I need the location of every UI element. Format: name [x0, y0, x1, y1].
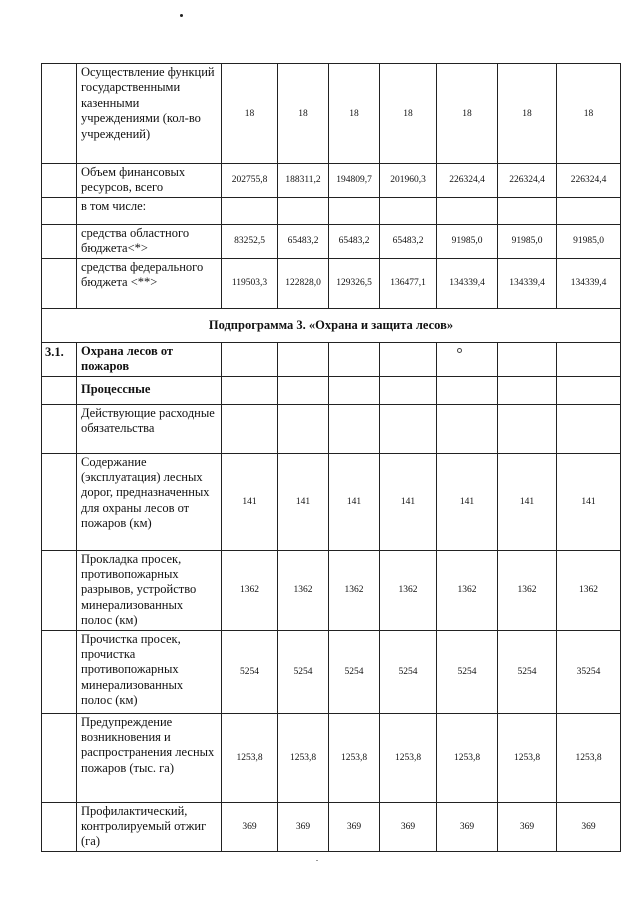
value-cell	[437, 197, 498, 224]
group-label: Процессные	[77, 376, 222, 404]
table-row	[42, 258, 621, 308]
table-row	[42, 550, 621, 630]
table-row	[42, 713, 621, 802]
value-cell: 5254	[437, 630, 498, 713]
value-cell	[222, 197, 278, 224]
value-cell: 1362	[278, 550, 329, 630]
value-cell: 188311,2	[278, 164, 329, 198]
value-cell: 1253,8	[380, 713, 437, 802]
table-row	[42, 197, 621, 224]
row-label: Профилактический, контролируемый отжиг (га)	[77, 802, 222, 851]
value-cell: 369	[437, 802, 498, 851]
table-row	[42, 453, 621, 550]
value-cell: 65483,2	[278, 224, 329, 258]
row-code-cell	[42, 802, 77, 851]
value-cell: 226324,4	[557, 164, 621, 198]
value-cell: 119503,3	[222, 258, 278, 308]
value-cell: 1362	[498, 550, 557, 630]
obligations-row	[42, 404, 621, 453]
row-label: Предупреждение возникновения и распространения лесных пожаров (тыс. га)	[77, 713, 222, 802]
row-label: Прокладка просек, противопожарных разрывов, устройство минерализованных полос (км)	[77, 550, 222, 630]
value-cell: 1362	[437, 550, 498, 630]
value-cell	[498, 197, 557, 224]
table-body-top	[42, 64, 621, 309]
row-code-cell	[42, 630, 77, 713]
table-row	[42, 224, 621, 258]
table-row	[42, 630, 621, 713]
row-label: Содержание (эксплуатация) лесных дорог, предназначенных для охраны лесов от пожаров (км)	[77, 453, 222, 550]
forest-program-table	[41, 63, 621, 852]
value-cell: 18	[380, 64, 437, 164]
value-cell: 194809,7	[329, 164, 380, 198]
value-cell: 141	[222, 453, 278, 550]
value-cell: 369	[498, 802, 557, 851]
value-cell: 5254	[329, 630, 380, 713]
value-cell: 1253,8	[437, 713, 498, 802]
row-label: Прочистка просек, прочистка противопожарных минерализованных полос (км)	[77, 630, 222, 713]
value-cell: 83252,5	[222, 224, 278, 258]
row-label: Осуществление функций государственными казенными учреждениями (кол-во учреждений)	[77, 64, 222, 164]
value-cell: 141	[278, 453, 329, 550]
value-cell: 141	[329, 453, 380, 550]
value-cell: 134339,4	[498, 258, 557, 308]
value-cell: 129326,5	[329, 258, 380, 308]
value-cell: 369	[557, 802, 621, 851]
value-cell	[329, 197, 380, 224]
value-cell: 5254	[498, 630, 557, 713]
subsection-row	[42, 342, 621, 376]
value-cell: 134339,4	[437, 258, 498, 308]
value-cell: 136477,1	[380, 258, 437, 308]
value-cell: 5254	[380, 630, 437, 713]
value-cell: 65483,2	[329, 224, 380, 258]
table-row	[42, 164, 621, 198]
section-row	[42, 308, 621, 342]
value-cell: 1362	[557, 550, 621, 630]
value-cell: 91985,0	[437, 224, 498, 258]
table-row	[42, 64, 621, 164]
section-title: Подпрограмма 3. «Охрана и защита лесов»	[42, 308, 621, 342]
value-cell	[557, 197, 621, 224]
value-cell: 65483,2	[380, 224, 437, 258]
value-cell: 369	[222, 802, 278, 851]
row-label: средства областного бюджета<*>	[77, 224, 222, 258]
row-code-cell	[42, 453, 77, 550]
value-cell: 1253,8	[222, 713, 278, 802]
row-label: Объем финансовых ресурсов, всего	[77, 164, 222, 198]
row-label: средства федерального бюджета <**>	[77, 258, 222, 308]
value-cell: 1253,8	[498, 713, 557, 802]
value-cell: 122828,0	[278, 258, 329, 308]
scan-mark	[316, 860, 318, 861]
row-code-cell	[42, 258, 77, 308]
value-cell: 134339,4	[557, 258, 621, 308]
value-cell: 141	[437, 453, 498, 550]
table-row	[42, 802, 621, 851]
value-cell: 18	[278, 64, 329, 164]
row-code-cell	[42, 197, 77, 224]
value-cell: 91985,0	[498, 224, 557, 258]
value-cell	[380, 197, 437, 224]
value-cell: 141	[557, 453, 621, 550]
subsection-code: 3.1.	[42, 342, 77, 376]
value-cell: 1362	[380, 550, 437, 630]
obligations-label: Действующие расходные обязательства	[77, 404, 222, 453]
value-cell: 141	[498, 453, 557, 550]
subsection-name: Охрана лесов от пожаров	[77, 342, 222, 376]
value-cell: 1362	[222, 550, 278, 630]
value-cell	[278, 197, 329, 224]
value-cell: 18	[437, 64, 498, 164]
value-cell: 91985,0	[557, 224, 621, 258]
value-cell: 369	[329, 802, 380, 851]
value-cell: 18	[329, 64, 380, 164]
value-cell: 226324,4	[437, 164, 498, 198]
table-body-bottom	[42, 453, 621, 851]
value-cell: 35254	[557, 630, 621, 713]
table-body-section	[42, 308, 621, 453]
value-cell: 5254	[278, 630, 329, 713]
scan-dot	[180, 14, 183, 17]
row-label: в том числе:	[77, 197, 222, 224]
row-code-cell	[42, 713, 77, 802]
row-code-cell	[42, 64, 77, 164]
group-row	[42, 376, 621, 404]
value-cell: 202755,8	[222, 164, 278, 198]
value-cell: 1253,8	[557, 713, 621, 802]
value-cell: 369	[380, 802, 437, 851]
value-cell: 369	[278, 802, 329, 851]
row-code-cell	[42, 550, 77, 630]
value-cell: 5254	[222, 630, 278, 713]
value-cell: 226324,4	[498, 164, 557, 198]
row-code-cell	[42, 164, 77, 198]
value-cell: 1253,8	[329, 713, 380, 802]
value-cell: 1253,8	[278, 713, 329, 802]
value-cell: 18	[557, 64, 621, 164]
value-cell: 18	[498, 64, 557, 164]
row-code-cell	[42, 224, 77, 258]
value-cell: 201960,3	[380, 164, 437, 198]
value-cell: 141	[380, 453, 437, 550]
value-cell: 18	[222, 64, 278, 164]
value-cell: 1362	[329, 550, 380, 630]
